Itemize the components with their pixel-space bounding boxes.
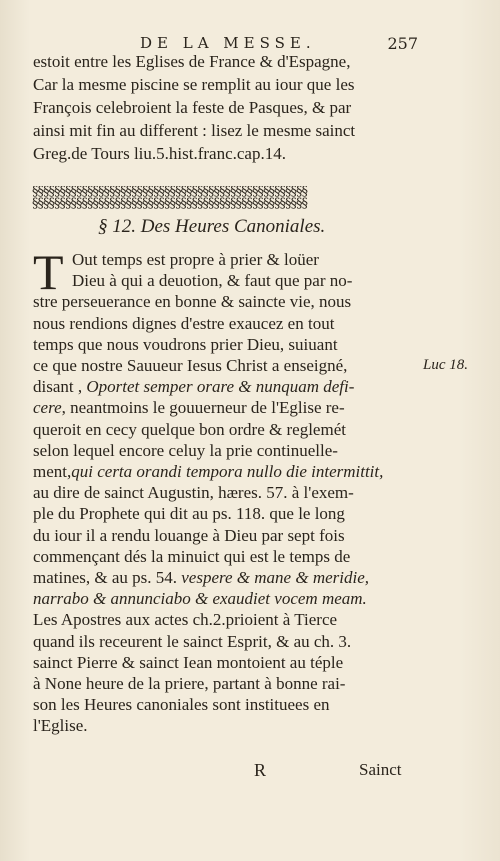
text-line (33, 335, 416, 355)
roman-text: commençant dés la minuict qui est le temps de (33, 546, 351, 566)
roman-text: selon lequel encore celuy la prie continuelle- (33, 440, 338, 460)
text-line (33, 398, 416, 418)
roman-text: l'Eglise. (33, 716, 88, 736)
text-line (33, 420, 416, 440)
roman-text: stre perseuerance en bonne & saincte vie, nous (33, 292, 352, 312)
roman-text: , neantmoins le gouuerneur de l'Eglise re- (61, 398, 345, 418)
page-number: 257 (387, 34, 418, 53)
roman-text: matines, & au ps. 54. (33, 568, 182, 587)
text-line (72, 271, 416, 291)
roman-text: du iour il a rendu louange à Dieu par sept fois (33, 525, 345, 545)
text-line (33, 526, 416, 546)
latin-quote: cere (33, 398, 62, 418)
roman-text: ple du Prophete qui dit au ps. 118. que le long (33, 504, 345, 524)
roman-text: Les Apostres aux actes ch.2.prioient à Tierce (33, 610, 338, 630)
text-line (33, 356, 416, 376)
text-line (33, 674, 416, 694)
roman-text: ce que nostre Sauueur Iesus Christ a enseigné, (33, 356, 348, 375)
latin-quote: narrabo & annunciabo & exaudiet vocem meam. (33, 589, 367, 609)
text-line: Car la mesme piscine se remplit au iour que les (33, 75, 355, 94)
ornament-border (32, 186, 417, 210)
text-line: Greg.de Tours liu.5.hist.franc.cap.14. (33, 144, 286, 163)
ornament-row-1: §§§§§§§§§§§§§§§§§§§§§§§§§§§§§§§§§§§§§§§§§§§§§§§§§§ (32, 186, 307, 199)
roman-text: ment, (33, 462, 72, 481)
text-line: François celebroient la feste de Pasques, & par (33, 98, 352, 117)
text-line (72, 250, 416, 270)
roman-text: Dieu à qui a deuotion, & faut que par no- (72, 271, 353, 291)
text-line: ainsi mit fin au different : lisez le mesme sainct (33, 121, 356, 140)
text-line (33, 547, 416, 567)
roman-text: à None heure de la priere, partant à bonne rai- (33, 674, 346, 693)
text-line (33, 441, 416, 461)
roman-text: temps que nous voudrons prier Dieu, suiuant (33, 334, 338, 354)
latin-quote: qui certa orandi tempora nullo die intermittit, (71, 462, 384, 481)
roman-text: queroit en cecy quelque bon ordre & reglemét (33, 419, 346, 439)
signature-mark: R (254, 760, 267, 780)
catchword: Sainct (359, 760, 402, 779)
text-line (33, 610, 416, 630)
text-line (33, 504, 416, 524)
text-line (33, 483, 416, 503)
roman-text: disant , (33, 377, 87, 397)
latin-quote: vespere & mane & meridie, (181, 568, 369, 587)
roman-text: nous rendions dignes d'estre exaucez en tout (33, 313, 335, 333)
ornament-row-2: §§§§§§§§§§§§§§§§§§§§§§§§§§§§§§§§§§§§§§§§§§§§§§§§§§ (32, 196, 307, 210)
text-line (33, 589, 416, 609)
text-line (33, 292, 416, 312)
text-line: estoit entre les Eglises de France & d'Espagne, (33, 52, 351, 71)
running-head (140, 34, 440, 54)
text-line (33, 462, 416, 482)
text-line (33, 568, 416, 588)
text-line (33, 716, 416, 736)
latin-quote: Oportet semper orare & nunquam defi- (86, 377, 355, 397)
drop-cap: T (33, 244, 64, 300)
roman-text: son les Heures canoniales sont instituees en (33, 695, 330, 715)
margin-note: Luc 18. (423, 357, 468, 373)
roman-text: au dire de sainct Augustin, hæres. 57. à l'exem- (33, 483, 354, 503)
running-head-title: DE LA MESSE. (140, 34, 316, 52)
section-title: § 12. Des Heures Canoniales. (98, 216, 326, 237)
text-line (33, 632, 416, 652)
roman-text: quand ils receurent le sainct Esprit, & au ch. 3. (33, 631, 352, 651)
text-line (33, 695, 416, 715)
roman-text: sainct Pierre & sainct Iean montoient au téple (33, 652, 344, 672)
text-line (33, 653, 416, 673)
text-line (33, 314, 416, 334)
roman-text: Out temps est propre à prier & loüer (72, 250, 319, 269)
text-line (33, 377, 416, 397)
